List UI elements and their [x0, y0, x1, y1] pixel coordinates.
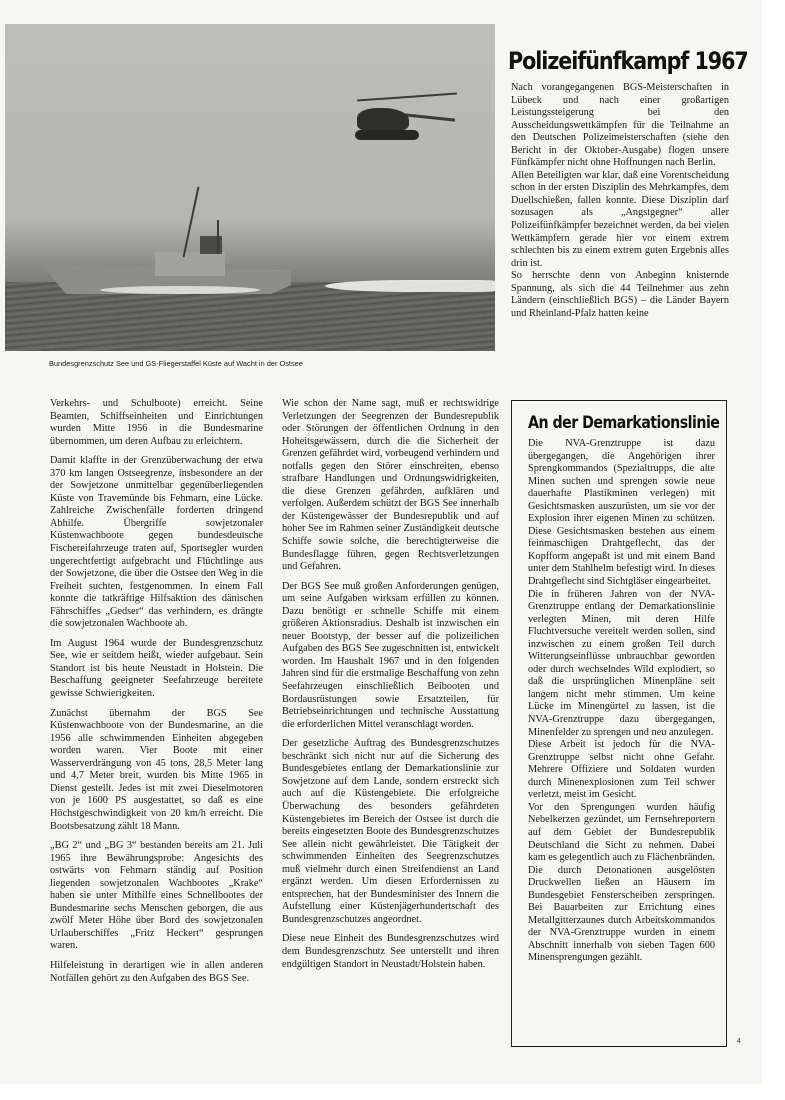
- intro-paragraph: Nach vorangegangenen BGS-Meisterschaften in Lübeck und nach einer großartigen Leistungssteigerung bei den Ausscheidungswettkämpfen für die Teilnahme an den Deutschen Polizeimeisterschaften (siehe den Bericht in der Oktober-Ausgabe) flogen unsere Fünfkämpfer nicht ohne Hoffnungen nach Berlin.: [511, 82, 729, 169]
- body-paragraph: Der BGS See muß großen Anforderungen genügen, um seine Aufgaben wirksam erfüllen zu können. Dazu benötigt er schnelle Schiffe mit einem größeren Aktionsradius. Deshalb ist inzwischen ein neuer Bootstyp, der besser auf die polizeilichen Aufgaben des BGS See zugeschnitten ist, entwickelt worden. Im Haushalt 1967 und in den folgenden Jahren sind für die erstmalige Beschaffung von zehn Seefahrzeugen einschließlich Beibooten und Bordausrüstungen sowie Ersatzteilen, für Betriebseinrichtungen und technische Ausstattung die erforderlichen Mittel veranschlagt worden.: [282, 580, 499, 730]
- bow-wave: [325, 280, 495, 292]
- box-paragraph: Vor den Sprengungen wurden häufig Nebelkerzen gezündet, um Fernsehreportern auf dem Gebiet der Bundesrepublik Deutschland die Sicht zu nehmen. Dabei kam es gelegentlich auch zu Flächenbränden. Die durch Detonationen ausgelösten Druckwellen ließen an Häusern im Bundesgebiet Fensterscheiben zerspringen. Bei Bauarbeiten zur Errichtung eines Metallgitterzaunes durch Arbeitskommandos der NVA-Grenztruppe wurden in einem Abschnitt innerhalb von sieben Tagen 600 Minensprengungen gezählt.: [528, 801, 715, 964]
- body-paragraph: Wie schon der Name sagt, muß er rechtswidrige Verletzungen der Seegrenzen der Bundesrepublik oder Störungen der öffentlichen Ordnung in den Hoheitsgewässern, durch die die Sicherheit der Grenzen gefährdet wird, vorbeugend verhindern und notfalls gegen den Störer einschreiten, ebenso strafbare Handlungen und Ordnungswidrigkeiten, die diese Grenzen gefährden, aufklären und verfolgen. Außerdem schützt der BGS See innerhalb der Küstengewässer der Bundesrepublik und auf hoher See im Rahmen seiner Zuständigkeit deutsche Schiffe sowie solche, die berechtigterweise die Bundesflagge führen, gegen Rechtsverletzungen und Gefahren.: [282, 398, 499, 573]
- helicopter-floats: [355, 130, 419, 140]
- photo-patrol-boat-helicopter: [5, 24, 495, 351]
- box-paragraph: Die in früheren Jahren von der NVA-Grenztruppe entlang der Demarkationslinie verlegten Minen, mit deren Hilfe Fluchtversuche vereitelt werden sollen, sind inzwischen zu einem großen Teil durch Witterungseinflüsse unbrauchbar geworden oder durch wechselndes Wild explodiert, so daß die ursprünglichen Minenpläne seit langem nicht mehr stimmen. Um keine Lücke im Minengürtel zu lassen, ist die NVA-Grenztruppe dazu übergegangen, Minenfelder zu sprengen und neu anzulegen.: [528, 588, 715, 738]
- body-paragraph: Im August 1964 wurde der Bundesgrenzschutz See, wie er seitdem heißt, wieder aufgebaut. Sein Standort ist bis heute Neustadt in Holstein. Die Beschaffung geeigneter Seefahrzeuge bereitete gewisse Schwierigkeiten.: [50, 637, 263, 700]
- patrol-boat-mast: [183, 187, 200, 258]
- patrol-boat-cabin: [155, 252, 225, 276]
- body-paragraph: Verkehrs- und Schulboote) erreicht. Seine Beamten, Schiffseinheiten und Einrichtungen wurden Mitte 1956 in die Bundesmarine übernommen, um deren Aufbau zu erleichtern.: [50, 398, 263, 447]
- text-column-middle: [282, 398, 499, 978]
- photo-caption: Bundesgrenzschutz See und GS-Fliegerstaffel Küste auf Wacht in der Ostsee: [49, 359, 303, 368]
- patrol-boat-mast-aft: [217, 220, 219, 254]
- text-column-left: [50, 398, 263, 992]
- body-paragraph: Zunächst übernahm der BGS See Küstenwachboote von der Bundesmarine, an die 1956 alle schwimmenden Einheiten abgegeben worden waren. Vier Boote mit einer Wasserverdrängung von 45 tons, 28,5 Meter lang und 4,7 Meter breit, wurden bis Mitte 1965 in Dienst gestellt. Jedes ist mit zwei Dieselmotoren von je 1600 PS ausgestattet, so daß es eine Höchstgeschwindigkeit von 20 km/h erreicht. Die Bootsbesatzung zählt 18 Mann.: [50, 707, 263, 832]
- page-edge-right: [762, 0, 785, 1100]
- intro-paragraph: So herrschte denn von Anbeginn knisternde Spannung, als sich die 44 Teilnehmer aus zehn Ländern (einschließlich BGS) – die Länder Bayern und Rheinland-Pfalz hatten keine: [511, 270, 729, 319]
- body-paragraph: Diese neue Einheit des Bundesgrenzschutzes wird dem Bundesgrenzschutz See unterstellt und ihren endgültigen Standort in Neustadt/Holstein haben.: [282, 933, 499, 970]
- intro-paragraph: Allen Beteiligten war klar, daß eine Vorentscheidung schon in der ersten Disziplin des Mehrkampfes, dem Duellschießen, fallen konnte. Diese Disziplin darf sozusagen als „Angstgegner“ aller Polizeifünfkämpfer bezeichnet werden, da bei vielen Wettkämpfern gerade hier vor einem extrem schlechten bis zu einem extrem guten Ergebnis alles drin ist.: [511, 169, 729, 269]
- body-paragraph: Der gesetzliche Auftrag des Bundesgrenzschutzes beschränkt sich nicht nur auf die Sicherung des Bundesgebietes entlang der Demarkationslinie zur Sowjetzone auf dem Lande, sondern erstreckt sich auch auf die Küstengebiete. Die erfolgreiche Überwachung des besonders gefährdeten Küstengebietes im Bereich der Ostsee ist durch die bereits eingesetzten Boote des Bundesgrenzschutzes See allein nicht gewährleistet. Die Tätigkeit der schwimmenden Einheiten des Seegrenzschutzes muß vielmehr durch einen Streifendienst an Land ergänzt werden. Um diesen Erfordernissen zu entsprechen, hat der Bundesminister des Innern die Aufstellung einer Küstenjägerhundertschaft des Bundesgrenzschutzes angeordnet.: [282, 738, 499, 925]
- sidebar-box-title: An der Demarkationslinie: [528, 413, 720, 432]
- page-number: 4: [737, 1038, 741, 1045]
- box-paragraph: Diese Arbeit ist jedoch für die NVA-Grenztruppe selbst nicht ohne Gefahr. Mehrere Offiziere und Soldaten wurden durch Minenexplosionen zum Teil schwer verletzt, meist im Gesicht.: [528, 739, 715, 801]
- stern-wake: [100, 286, 260, 294]
- body-paragraph: Hilfeleistung in derartigen wie in allen anderen Notfällen gehört zu den Aufgaben des BGS See.: [50, 959, 263, 984]
- body-paragraph: Damit klaffte in der Grenzüberwachung der etwa 370 km langen Ostseegrenze, insbesondere an der der Sowjetzone unmittelbar gegenüberliegenden Küste von Travemünde bis Fehmarn, eine Lücke. Zahlreiche Zwischenfälle forderten dringend Abhilfe. Übergriffe sowjetzonaler Küstenwachboote gegen bundesdeutsche Fischereifahrzeuge traten auf, Sportsegler wurden ungerechtfertigt aufgebracht und Flüchtlinge aus der Sowjetzone, die über die Ostsee den Weg in die Freiheit suchten, festgenommen. In einem Fall konnte die tatkräftige Hilfsaktion des dänischen Fährschiffes „Gedser“ das verhindern, es drängte die sowjetzonalen Wachboote ab.: [50, 455, 263, 630]
- helicopter-body: [357, 108, 409, 132]
- box-paragraph: Die NVA-Grenztruppe ist dazu übergegangen, die Angehörigen ihrer Sprengkommandos (Spezialtrupps, die alte Minen suchen und sprengen sowie neue dauerhafte Plastikminen verlegen) mit Gesichtsmasken auszurüsten, um sie vor der Explosion ihrer eigenen Minen zu schützen. Diese Gesichtsmasken bestehen aus einem feinmaschigen Drahtgeflecht, das der Kopfform angepaßt ist und mit einem Band unter dem Stahlhelm befestigt wird. In dieses Drahtgeflecht sind Sichtgläser eingearbeitet.: [528, 438, 715, 588]
- page-edge-bottom: [0, 1084, 785, 1100]
- article-intro-column: [511, 82, 729, 320]
- helicopter-rotor: [357, 93, 457, 102]
- sidebar-box-text: [528, 438, 715, 965]
- helicopter-tail: [405, 113, 455, 121]
- body-paragraph: „BG 2“ und „BG 3“ bestanden bereits am 21. Juli 1965 ihre Bewährungsprobe: Angesichts des ostwärts von Fehmarn ständig auf Position liegenden sowjetzonalen Wachbootes „Krake“ haben sie unter Mithilfe eines Schnellbootes der Bundesmarine sechs Menschen geborgen, die aus zwölf Meter Höhe über Bord des sowjetzonalen Urlauberschiffes „Fritz Heckert“ gesprungen waren.: [50, 840, 263, 952]
- article-title: Polizeifünfkampf 1967: [508, 47, 748, 75]
